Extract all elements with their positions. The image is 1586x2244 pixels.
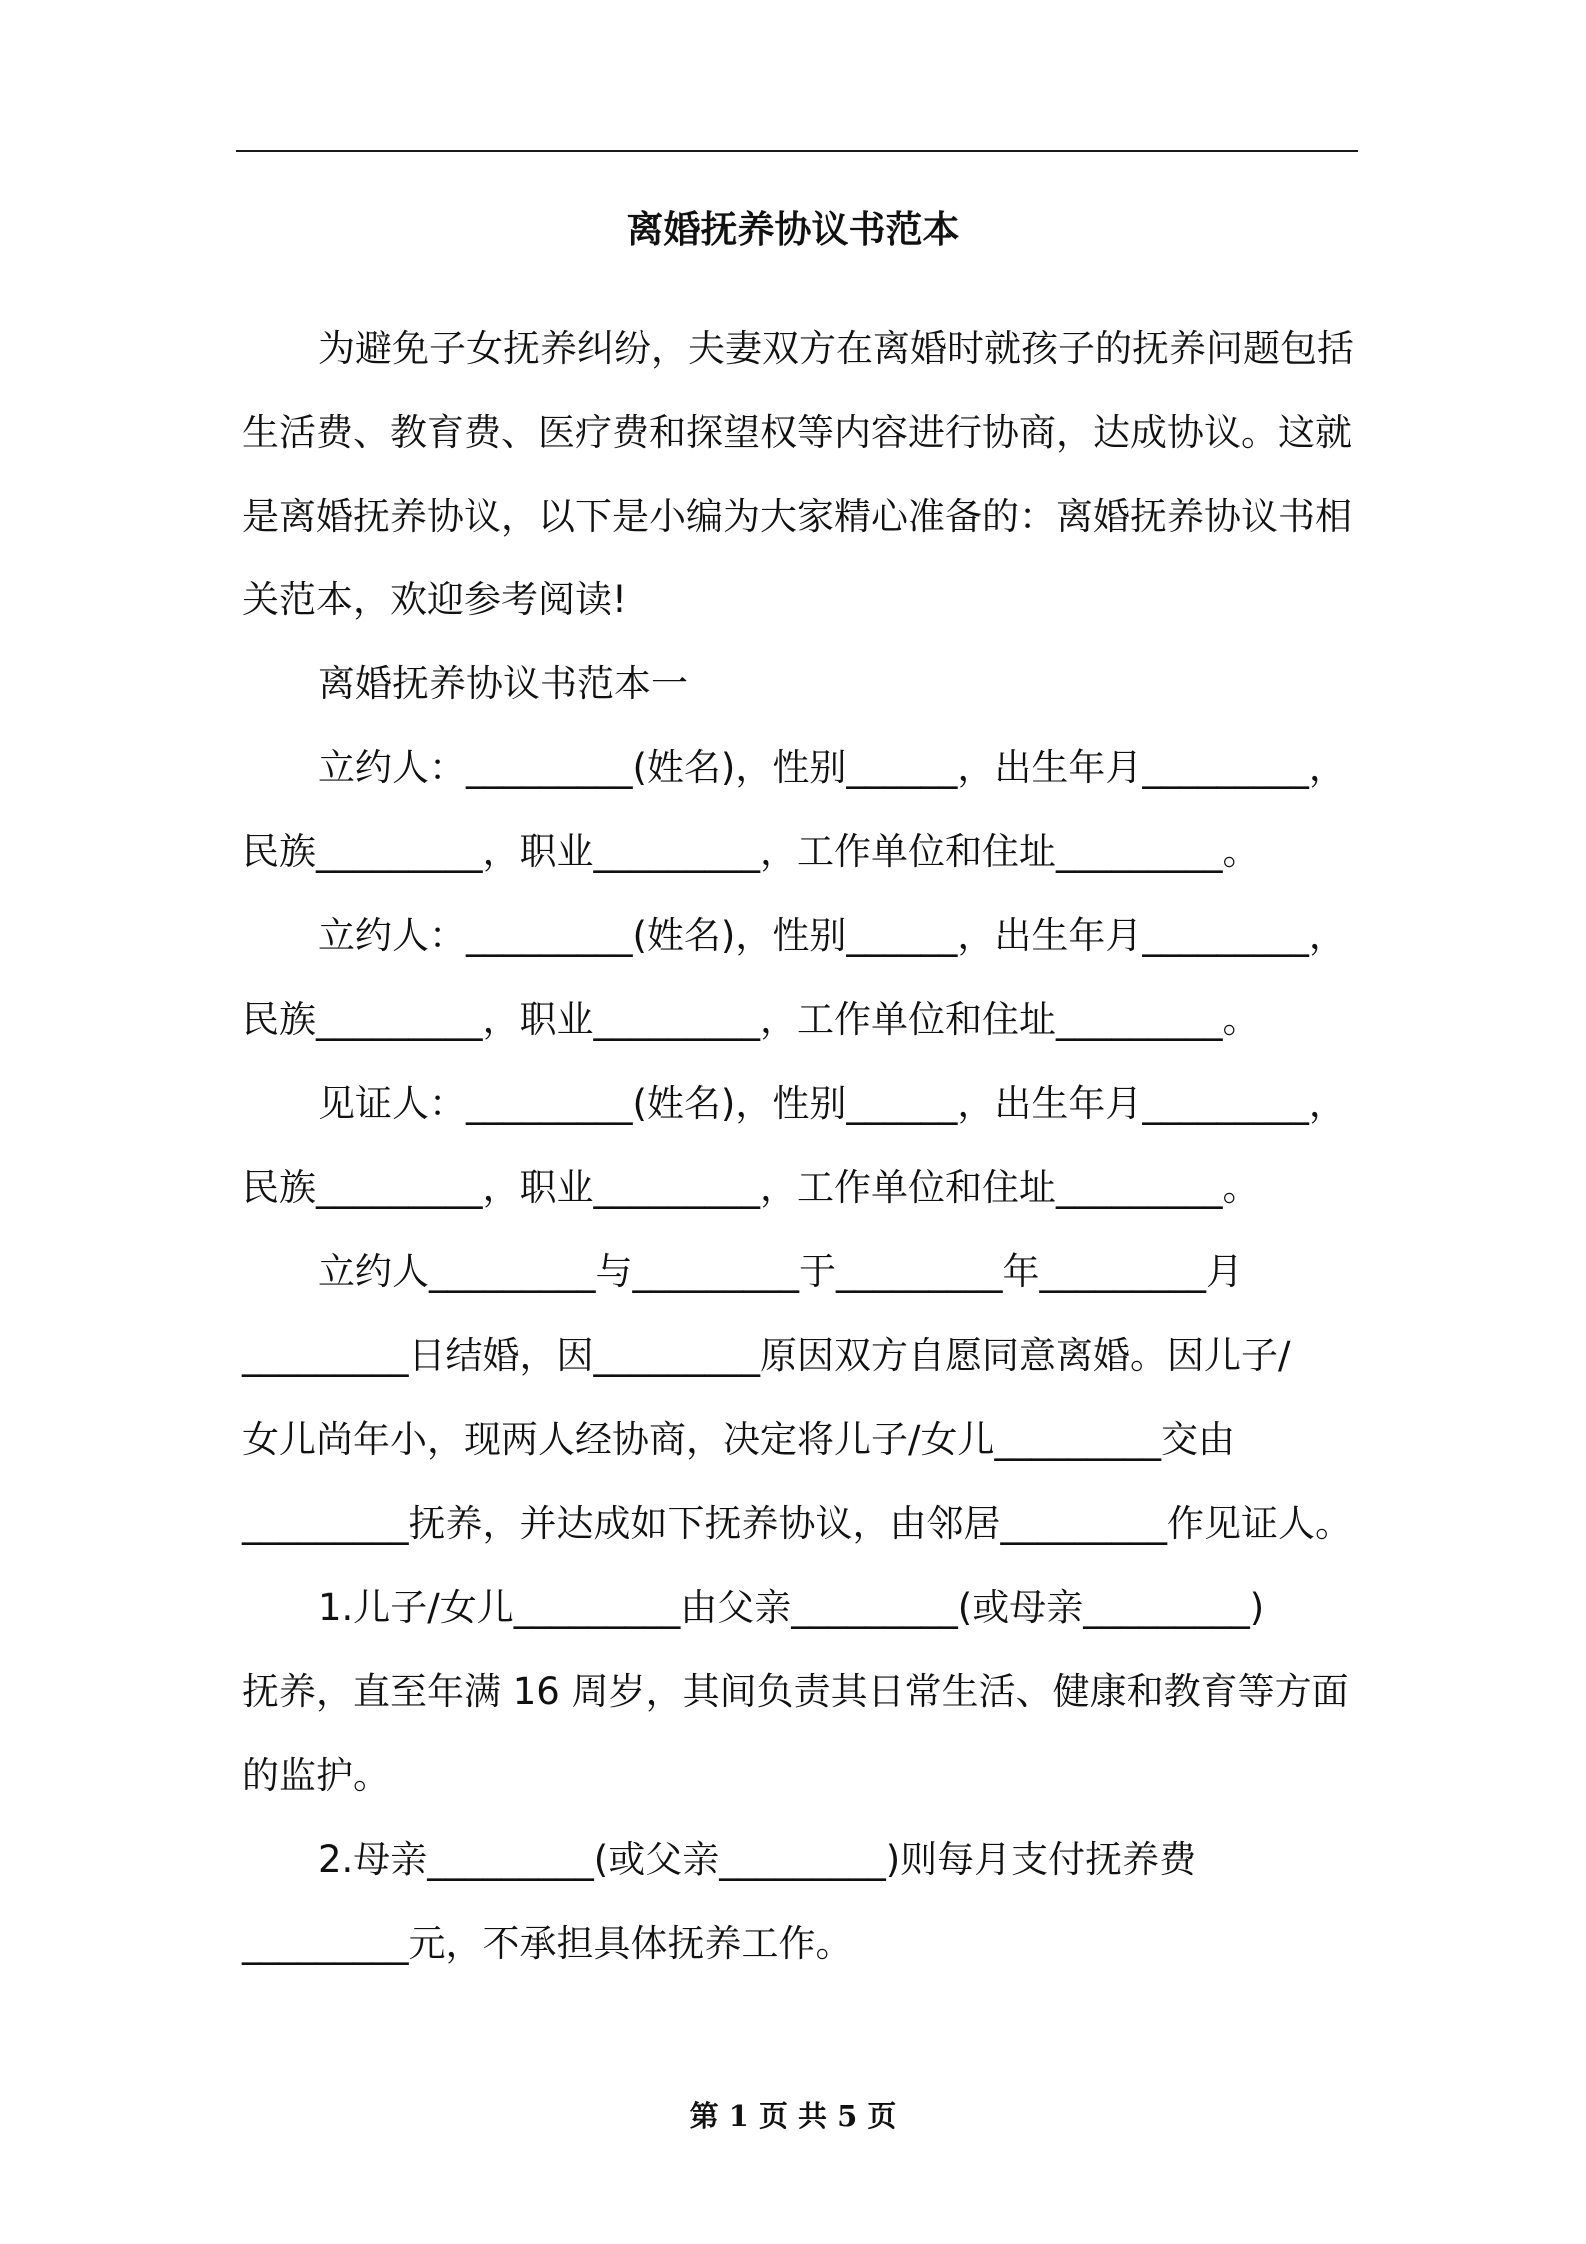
paragraph-line: 1.儿子/女儿_________由父亲_________(或母亲_________) xyxy=(318,1586,1265,1629)
paragraph-line: 为避免子女抚养纠纷，夫妻双方在离婚时就孩子的抚养问题包括 xyxy=(318,327,1354,370)
paragraph-line: 生活费、教育费、医疗费和探望权等内容进行协商，达成协议。这就 xyxy=(242,411,1352,454)
paragraph-line: 民族_________，职业_________，工作单位和住址_________。 xyxy=(242,1166,1260,1209)
page-number-footer: 第 1 页 共 5 页 xyxy=(689,2099,897,2133)
paragraph-line: 立约人_________与_________于_________年_________月 xyxy=(318,1250,1243,1293)
paragraph-line: 的监护。 xyxy=(242,1754,390,1797)
paragraph-line: _________日结婚，因_________原因双方自愿同意离婚。因儿子/ xyxy=(242,1334,1291,1377)
paragraph-line: 是离婚抚养协议，以下是小编为大家精心准备的：离婚抚养协议书相 xyxy=(242,495,1352,538)
paragraph-line: 民族_________，职业_________，工作单位和住址_________。 xyxy=(242,998,1260,1041)
paragraph-line: 立约人：_________(姓名)，性别______，出生年月_________， xyxy=(318,914,1346,957)
paragraph-line: 关范本，欢迎参考阅读! xyxy=(242,578,627,621)
paragraph-line: _________元，不承担具体抚养工作。 xyxy=(242,1922,853,1965)
section-heading: 离婚抚养协议书范本一 xyxy=(318,662,688,705)
paragraph-line: 抚养，直至年满 16 周岁，其间负责其日常生活、健康和教育等方面 xyxy=(242,1670,1349,1713)
paragraph-line: 女儿尚年小，现两人经协商，决定将儿子/女儿_________交由 xyxy=(242,1418,1235,1461)
paragraph-line: 立约人：_________(姓名)，性别______，出生年月_________， xyxy=(318,746,1346,789)
document-title: 离婚抚养协议书范本 xyxy=(626,208,960,251)
paragraph-line: 2.母亲_________(或父亲_________)则每月支付抚养费 xyxy=(318,1838,1197,1881)
paragraph-line: 见证人：_________(姓名)，性别______，出生年月_________， xyxy=(318,1082,1346,1125)
paragraph-line: 民族_________，职业_________，工作单位和住址_________。 xyxy=(242,830,1260,873)
header-rule xyxy=(236,150,1358,152)
paragraph-line: _________抚养，并达成如下抚养协议，由邻居_________作见证人。 xyxy=(242,1502,1352,1545)
